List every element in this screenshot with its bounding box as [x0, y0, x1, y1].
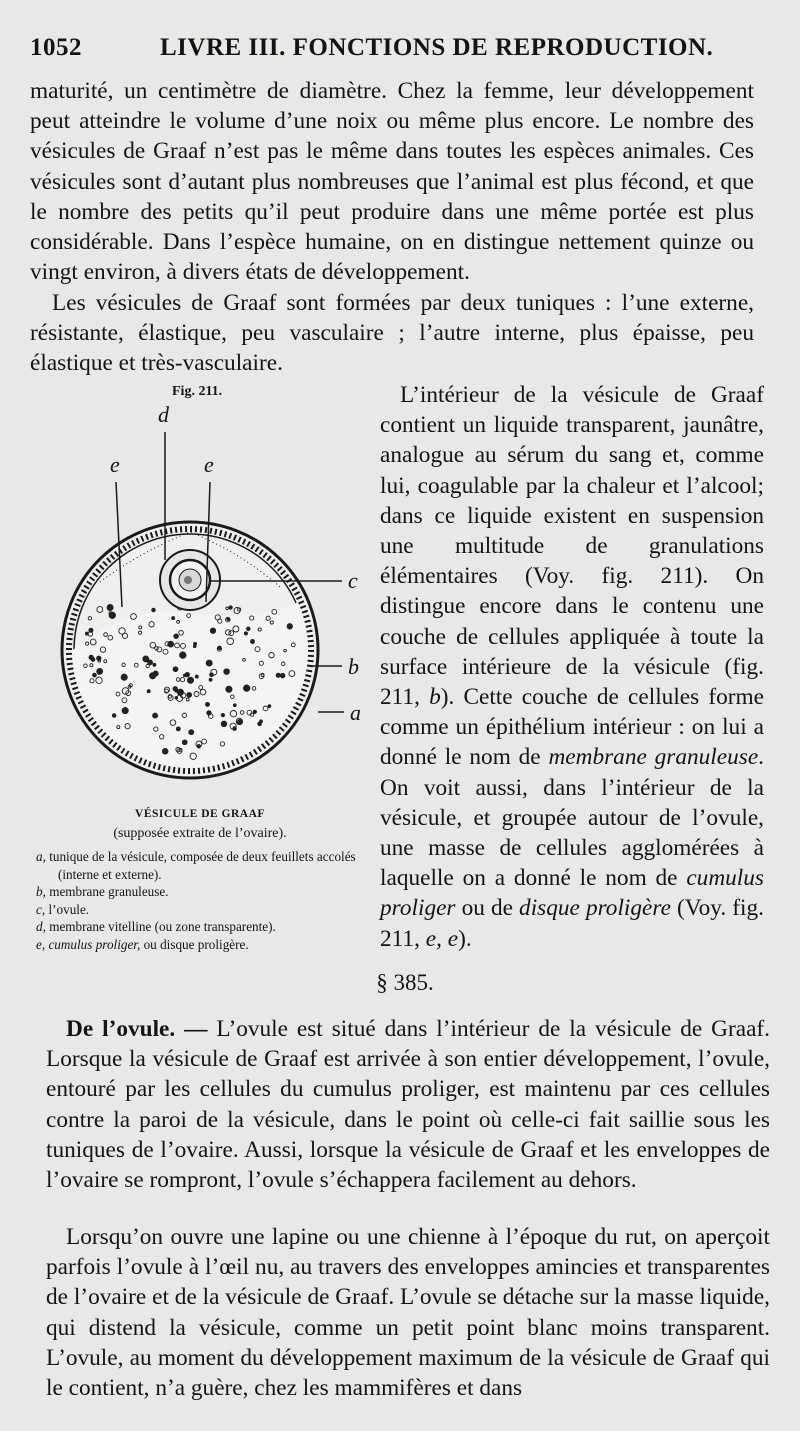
granule [226, 686, 232, 692]
granule [229, 606, 232, 609]
granule [153, 663, 156, 666]
granule [244, 685, 250, 691]
granule [147, 690, 150, 693]
granule [210, 628, 215, 633]
figure-label: Fig. 211. [172, 384, 223, 399]
granule [143, 656, 149, 662]
granule [97, 656, 101, 660]
running-title: LIVRE III. FONCTIONS DE REPRODUCTION. [160, 34, 714, 61]
granule [207, 711, 211, 715]
granule [172, 617, 175, 620]
paragraph-1: maturité, un centimètre de diamètre. Chez la femme, leur développement peut atteindre le volume d’une noix ou même plus encore. Le nombre des vésicules de Graaf n’est pas le même dans toutes les espèces animales. Ces vésicules sont d’autant plus nombreuses que l’animal est plus fécond, et que le nombre des petits qu’il peut produire dans une même portée est plus considérable. Dans l’espèce humaine, on en distingue nettement quinze ou vingt environ, à divers états de développement. [30, 78, 754, 286]
graafian-follicle-illustration [30, 402, 370, 792]
granule [197, 744, 201, 748]
paragraph-4: De l’ovule. — L’ovule est situé dans l’intérieur de la vésicule de Graaf. Lorsque la vésicule de Graaf est arrivée à son entier développement, l’ovule, entouré par les cellules du cumulus proliger, est maintenu par ces cellules contre la paroi de la vésicule, dans le point où celle-ci fait saillie sous les tuniques de l’ovaire. Aussi, lorsque la vésicule de Graaf et les enveloppes de l’ovaire se rompront, l’ovule s’échappera facilement au dehors. [46, 1016, 770, 1194]
legend-item: a, tunique de la vésicule, composée de deux feuillets accolés (interne et externe). [36, 849, 356, 882]
label-c: c [348, 568, 358, 593]
granule [175, 696, 178, 699]
legend-item: d, membrane vitelline (ou zone transparente). [36, 919, 276, 934]
granule [260, 720, 263, 723]
label-e-left: e [110, 452, 120, 477]
legend-item: e, cumulus proliger, ou disque proligère. [36, 936, 249, 952]
granule [280, 673, 285, 678]
section-number: § 385. [376, 970, 434, 995]
granule [287, 624, 292, 629]
granule [187, 693, 192, 698]
granule [152, 608, 156, 612]
granule [89, 628, 93, 632]
page-number: 1052 [30, 34, 82, 61]
granule [244, 632, 247, 635]
legend-item: c, l’ovule. [36, 901, 90, 917]
granule [122, 708, 128, 714]
granule [168, 641, 174, 647]
granule [182, 740, 187, 745]
granule [253, 710, 256, 713]
granule [189, 730, 194, 735]
granule [247, 627, 251, 631]
granule [206, 660, 212, 666]
germinal-vesicle [184, 576, 192, 584]
figure-subtitle: (supposée extraite de l’ovaire). [113, 826, 287, 841]
granule [174, 634, 179, 639]
granule [233, 704, 236, 707]
granule [121, 674, 127, 680]
granule [173, 687, 177, 691]
legend-item: b, membrane granuleuse. [36, 884, 169, 899]
granule [251, 640, 255, 644]
running-head [30, 30, 770, 70]
granule [194, 642, 197, 645]
granule [112, 714, 116, 718]
run-in-heading: De l’ovule. — [66, 1016, 208, 1042]
label-b: b [348, 654, 359, 679]
granule [221, 713, 224, 716]
label-d: d [158, 402, 169, 427]
label-a: a [350, 700, 361, 725]
figure-211 [30, 384, 370, 964]
granule [209, 678, 212, 681]
granule [187, 677, 193, 683]
figure-title: VÉSICULE DE GRAAF [135, 808, 265, 820]
paragraph-2: Les vésicules de Graaf sont formées par deux tuniques : l’une externe, résistante, élastique, peu vasculaire ; l’autre interne, plus épaisse, peu élastique et très-vasculaire. [30, 290, 754, 377]
granule [107, 605, 113, 611]
granule [206, 702, 210, 706]
granule [85, 632, 88, 635]
granule [176, 727, 180, 731]
label-e-right: e [204, 452, 214, 477]
figure-legend [36, 848, 370, 953]
granule [268, 705, 271, 708]
granule [221, 721, 227, 727]
granule [180, 652, 186, 658]
granule [173, 667, 178, 672]
granule [195, 675, 198, 678]
granule [227, 618, 230, 621]
granule [224, 669, 230, 675]
paragraph-3: L’intérieur de la vésicule de Graaf contient un liquide transparent, jaunâtre, analogue au sérum du sang et, comme lui, coagulable par la chaleur et l’alcool; dans ce liquide existent en suspension une multitude de granulations élémentaires (Voy. fig. 211). On distingue encore dans le contenu une couche de cellules appliquée à toute la surface intérieure de la vésicule (fig. 211, b). Cette couche de cellules forme comme un épithélium intérieur : on lui a donné le nom de membrane granuleuse. On voit aussi, dans l’intérieur de la vésicule, et groupée autour de l’ovule, une masse de cellules agglomérées à laquelle on a donné le nom de cumulus proliger ou de disque proligère (Voy. fig. 211, e, e). [380, 382, 764, 952]
granule [162, 749, 168, 755]
paragraph-5: Lorsqu’on ouvre une lapine ou une chienne à l’époque du rut, on aperçoit parfois l’ovule à l’œil nu, au travers des enveloppes amincies et transparentes de l’ovaire et de la vésicule de Graaf. L’ovule se détache sur la masse liquide, qui distend la vésicule, comme un petit point blanc moins transparent. L’ovule, au moment du développement maximum de la vésicule de Graaf qui le contient, n’a guère, chez les mammifères et dans [46, 1224, 770, 1402]
granule [91, 658, 95, 662]
granule [97, 668, 103, 674]
granule [153, 671, 158, 676]
granule [153, 713, 158, 718]
granule [185, 672, 189, 676]
granule [93, 673, 97, 677]
granule [276, 673, 280, 677]
